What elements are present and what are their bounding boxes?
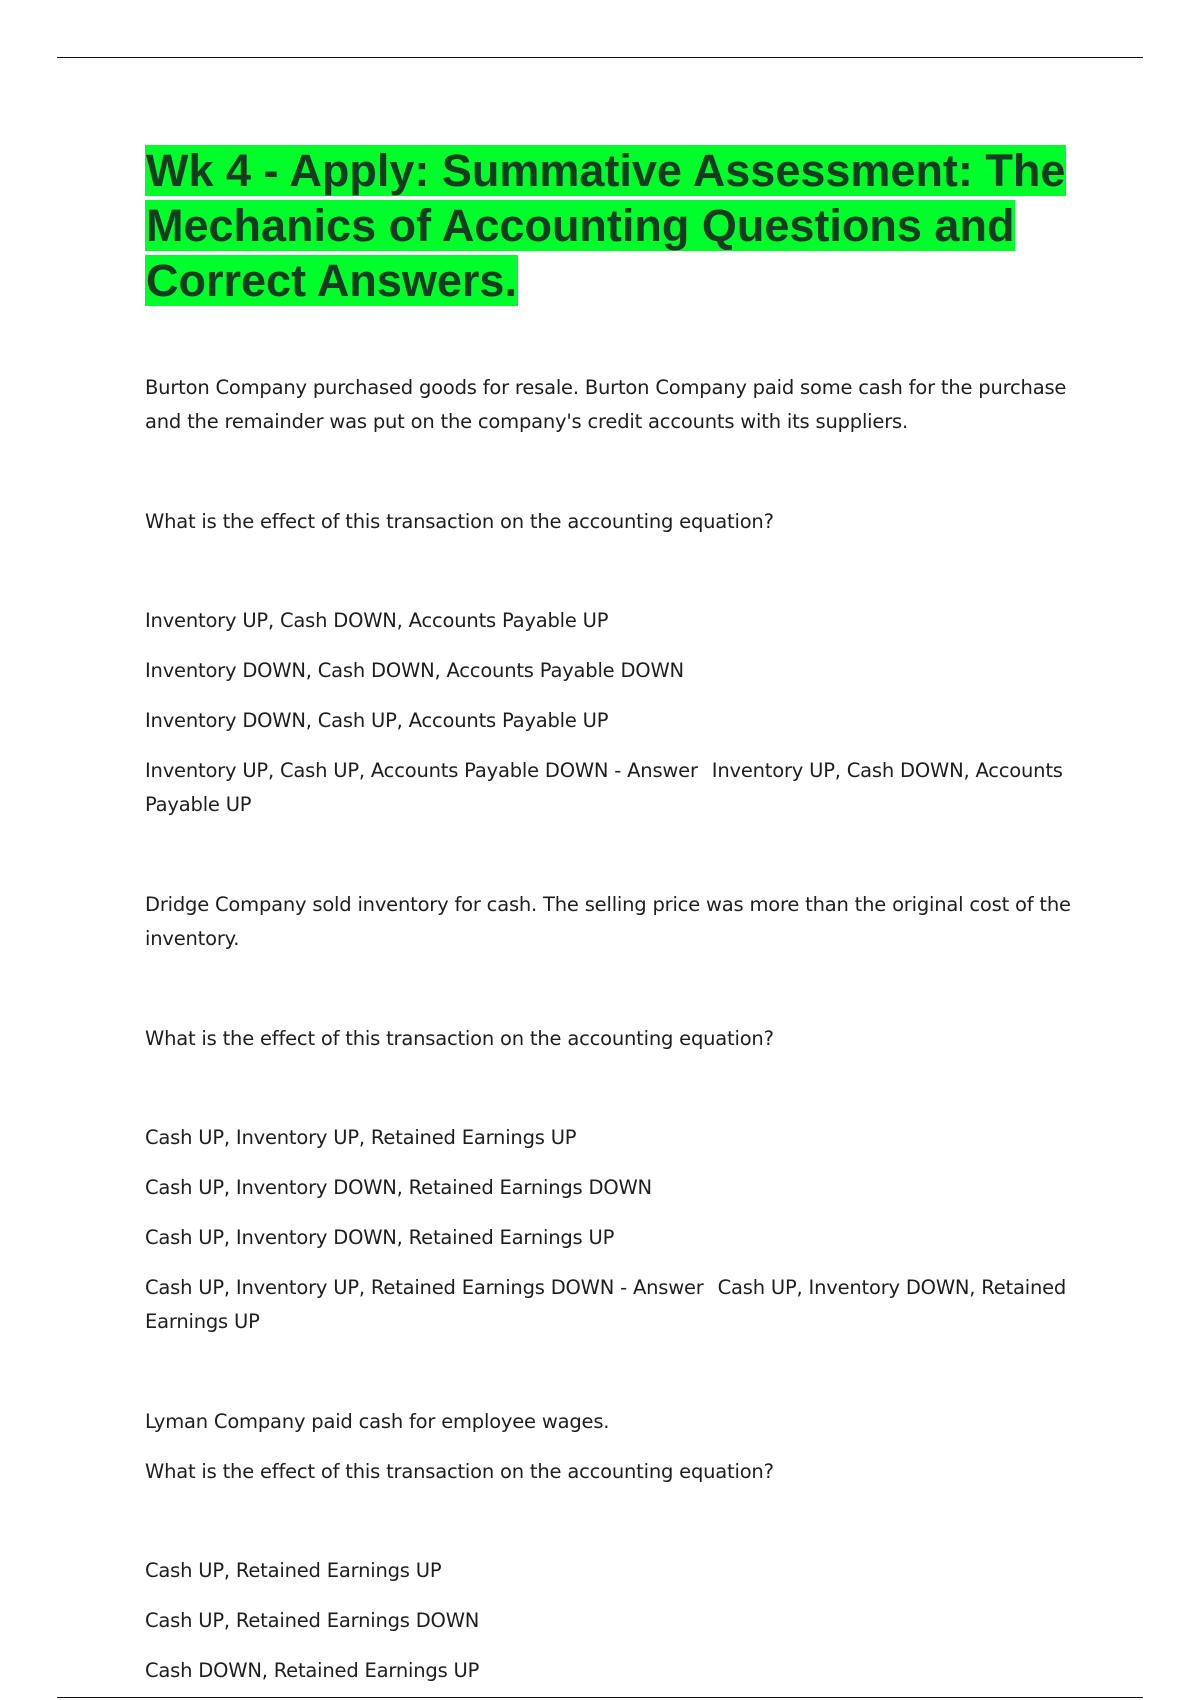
- question-3-scenario: Lyman Company paid cash for employee wages.: [145, 1410, 610, 1433]
- bottom-rule: [57, 1697, 1143, 1698]
- question-2-option-2: Cash UP, Inventory DOWN, Retained Earnings DOWN: [145, 1176, 652, 1199]
- question-1-option-2: Inventory DOWN, Cash DOWN, Accounts Payable DOWN: [145, 659, 684, 682]
- question-1-prompt: What is the effect of this transaction on the accounting equation?: [145, 510, 774, 533]
- question-1-option-4-answer: [145, 754, 1090, 822]
- question-1-option-4: Inventory UP, Cash UP, Accounts Payable DOWN - Answer: [145, 759, 698, 782]
- question-2-scenario: Dridge Company sold inventory for cash. The selling price was more than the original cost of the inventory.: [145, 893, 1071, 950]
- question-2-option-4-answer: [145, 1271, 1090, 1339]
- question-2-option-3: Cash UP, Inventory DOWN, Retained Earnings UP: [145, 1226, 615, 1249]
- question-2: [145, 888, 1090, 1339]
- question-2-correct-answer: Cash UP, Inventory DOWN, Retained Earnings UP: [145, 1276, 1067, 1333]
- question-1-scenario: Burton Company purchased goods for resale. Burton Company paid some cash for the purchase and the remainder was put on the company's credit accounts with its suppliers.: [145, 376, 1067, 433]
- document-content: [145, 143, 1090, 1688]
- question-1-correct-answer: Inventory UP, Cash DOWN, Accounts Payable UP: [145, 759, 1063, 816]
- title-highlight: Wk 4 - Apply: Summative Assessment: The Mechanics of Accounting Questions and Correct Answers.: [146, 145, 1066, 306]
- question-3-option-2: Cash UP, Retained Earnings DOWN: [145, 1609, 480, 1632]
- question-1-option-1: Inventory UP, Cash DOWN, Accounts Payable UP: [145, 609, 609, 632]
- question-3: [145, 1405, 1090, 1688]
- question-3-prompt: What is the effect of this transaction on the accounting equation?: [145, 1460, 774, 1483]
- top-rule: [57, 57, 1143, 58]
- question-3-option-3: Cash DOWN, Retained Earnings UP: [145, 1659, 480, 1682]
- question-1: [145, 371, 1090, 822]
- question-1-option-3: Inventory DOWN, Cash UP, Accounts Payable UP: [145, 709, 609, 732]
- question-2-prompt: What is the effect of this transaction on the accounting equation?: [145, 1027, 774, 1050]
- document-title: [145, 143, 1090, 308]
- question-2-option-1: Cash UP, Inventory UP, Retained Earnings UP: [145, 1126, 577, 1149]
- question-2-option-4: Cash UP, Inventory UP, Retained Earnings DOWN - Answer: [145, 1276, 704, 1299]
- question-3-option-1: Cash UP, Retained Earnings UP: [145, 1559, 442, 1582]
